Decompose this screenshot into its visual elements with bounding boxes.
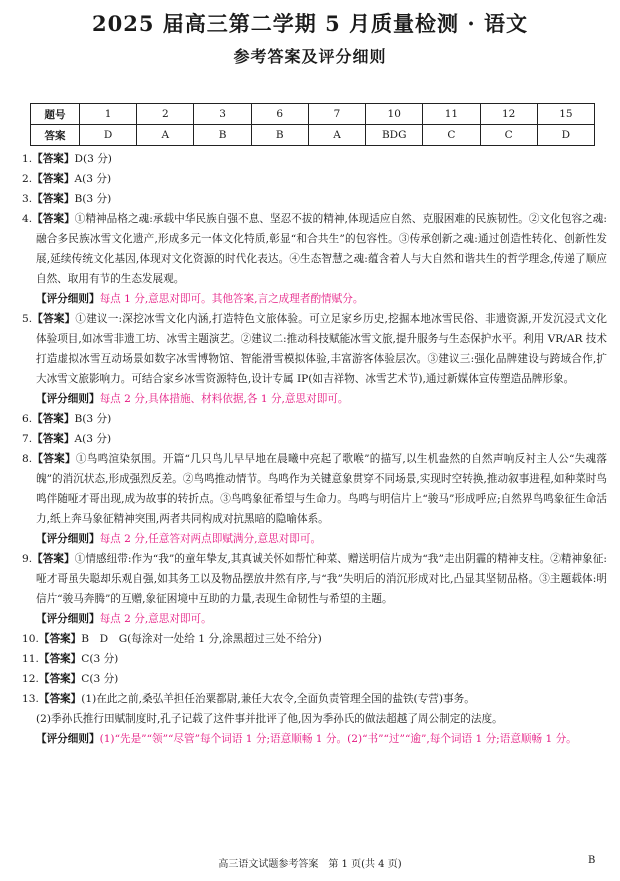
answer-cell: C (423, 125, 480, 146)
answer-cell: D (80, 125, 137, 146)
rubric-13 (22, 729, 607, 749)
page-title: 2025 届高三第二学期 5 月质量检测 · 语文 (92, 11, 528, 36)
answer-tag: 【答案】 (32, 313, 76, 325)
answer-tag: 【答案】 (32, 153, 75, 165)
item-number: 11. (22, 653, 39, 665)
item-number: 8. (22, 453, 33, 465)
answer-tag: 【答案】 (32, 173, 75, 185)
item-number: 9. (22, 553, 33, 565)
item-number: 2. (22, 173, 33, 185)
rubric-text: 每点 2 分,意思对即可。 (99, 613, 212, 625)
answer-text: ①建议一:深挖冰雪文化内涵,打造特色文旅体验。可立足家乡历史,挖掘本地冰雪民俗、非遗资源,开发沉浸式文化体验项目,如冰雪非遗工坊、冰雪主题演艺。②建议二:推动科技赋能冰雪文旅,提升服务与生态保护水平。利用 VR/AR 技术打造虚拟冰雪互动场景如数字冰雪博物馆、智能滑雪模拟体验,丰富游客体验层次。③建议三:强化品牌建设与跨域合作,扩大冰雪文旅影响力。可结合家乡冰雪资源特色,设计专属 IP(如吉祥物、冰雪艺术节),通过新媒体宣传塑造品牌形象。 (36, 313, 608, 385)
answer-item-10 (22, 629, 607, 649)
answer-item-4 (22, 209, 607, 289)
answer-text: A(3 分) (74, 433, 112, 445)
answer-item-2 (22, 169, 607, 189)
question-number: 11 (423, 104, 480, 125)
answer-item-12 (22, 669, 607, 689)
answer-cell: B (251, 125, 308, 146)
question-number: 15 (537, 104, 594, 125)
answer-cell: A (308, 125, 365, 146)
answer-text: D(3 分) (74, 153, 112, 165)
answer-item-3 (22, 189, 607, 209)
row-label: 题号 (31, 104, 80, 125)
item-number: 10. (22, 633, 39, 645)
question-number: 7 (308, 104, 365, 125)
rubric-tag: 【评分细则】 (36, 293, 100, 305)
row-label: 答案 (31, 125, 80, 146)
answer-text: B(3 分) (74, 413, 112, 425)
question-number: 1 (80, 104, 137, 125)
rubric-8 (22, 529, 607, 549)
answer-tag: 【答案】 (32, 413, 75, 425)
answer-tag: 【答案】 (38, 693, 82, 705)
table-row-answers (31, 125, 595, 146)
answer-cell: D (537, 125, 594, 146)
answer-table (30, 103, 595, 146)
answer-tag: 【答案】 (32, 453, 76, 465)
item-number: 1. (22, 153, 33, 165)
table-row-question-numbers (31, 104, 595, 125)
answer-item-1 (22, 149, 607, 169)
rubric-9 (22, 609, 607, 629)
answer-text: C(3 分) (81, 673, 119, 685)
answer-text: ①情感纽带:作为“我”的童年挚友,其真诚关怀如帮忙种菜、赠送明信片成为“我”走出阴霾的精神支柱。②精神象征:哑才哥虽失聪却乐观自强,如其务工以及物品摆放井然有序,与“我”失明后的消沉形成对比,凸显其坚韧品格。③主题载体:明信片“骏马奔腾”的互赠,象征困境中互助的力量,表现生命韧性与希望的主题。 (36, 553, 608, 605)
answer-text: ①精神品格之魂:承载中华民族自强不息、坚忍不拔的精神,体现适应自然、克服困难的民族韧性。②文化包容之魂:融合多民族冰雪文化遗产,形成多元一体文化特质,彰显“和合共生”的包容性。③传承创新之魂:通过创造性转化、创新性发展,延续传统文化基因,体现对文化资源的时代化表达。④生态智慧之魂:蕴含着人与大自然和谐共生的哲学理念,传递了顺应自然、取用有节的生态发展观。 (36, 213, 607, 285)
answer-item-13-part2 (22, 709, 607, 729)
rubric-tag: 【评分细则】 (36, 613, 100, 625)
rubric-tag: 【评分细则】 (36, 393, 100, 405)
page-subtitle: 参考答案及评分细则 (233, 47, 387, 66)
rubric-text: 每点 1 分,意思对即可。其他答案,言之成理者酌情赋分。 (99, 293, 364, 305)
rubric-5 (22, 389, 607, 409)
answer-tag: 【答案】 (32, 193, 75, 205)
answer-tag: 【答案】 (32, 213, 75, 225)
answer-item-11 (22, 649, 607, 669)
answer-cell: A (137, 125, 194, 146)
answer-text: ①鸟鸣渲染氛围。开篇“几只鸟儿早早地在晨曦中亮起了歌喉”的描写,以生机盎然的自然声响反衬主人公“失魂落魄”的消沉状态,形成强烈反差。②鸟鸣推动情节。鸟鸣作为关键意象贯穿不同场景,实现时空转换,推动叙事进程,如种菜时鸟鸣伴随哑才哥出现,成为故事的转折点。③鸟鸣象征希望与生命力。鸟鸣与明信片上“骏马”形成呼应;自然界鸟鸣象征生命活力,纸上奔马象征精神突围,两者共同构成对抗黑暗的隐喻体系。 (36, 453, 607, 525)
question-number: 2 (137, 104, 194, 125)
answer-text: A(3 分) (74, 173, 112, 185)
question-number: 10 (366, 104, 423, 125)
answer-item-6 (22, 409, 607, 429)
answer-cell: B (194, 125, 251, 146)
answer-item-13 (22, 689, 607, 709)
answer-text: (2)季孙氏推行田赋制度时,孔子记载了这件事并批评了他,因为季孙氏的做法超越了周公制定的法度。 (36, 713, 503, 725)
answer-text: B D G(每涂对一处给 1 分,涂黑超过三处不给分) (81, 633, 322, 645)
rubric-text: (1)“先是”“领”“尽管”每个词语 1 分;语意顺畅 1 分。(2)“书”“过”“逾”,每个词语 1 分;语意顺畅 1 分。 (99, 733, 577, 745)
answer-tag: 【答案】 (38, 673, 82, 685)
answer-item-9 (22, 549, 607, 609)
question-number: 12 (480, 104, 537, 125)
question-number: 3 (194, 104, 251, 125)
answer-tag: 【答案】 (38, 653, 82, 665)
item-number: 5. (22, 313, 33, 325)
answer-tag: 【答案】 (38, 633, 82, 645)
rubric-tag: 【评分细则】 (36, 533, 100, 545)
answer-text: C(3 分) (81, 653, 119, 665)
answer-content (22, 149, 607, 749)
answer-tag: 【答案】 (32, 433, 75, 445)
answer-item-7 (22, 429, 607, 449)
answer-text: B(3 分) (74, 193, 112, 205)
item-number: 12. (22, 673, 39, 685)
answer-item-5 (22, 309, 607, 389)
answer-cell: C (480, 125, 537, 146)
answer-text: (1)在此之前,桑弘羊担任治粟都尉,兼任大农令,全面负责管理全国的盐铁(专营)事务。 (81, 693, 475, 705)
item-number: 3. (22, 193, 33, 205)
page-footer: 高三语文试题参考答案 第 1 页(共 4 页) (218, 859, 402, 870)
item-number: 7. (22, 433, 33, 445)
rubric-4 (22, 289, 607, 309)
item-number: 6. (22, 413, 33, 425)
item-number: 13. (22, 693, 39, 705)
answer-tag: 【答案】 (32, 553, 75, 565)
rubric-text: 每点 2 分,任意答对两点即赋满分,意思对即可。 (99, 533, 322, 545)
answer-item-8 (22, 449, 607, 529)
question-number: 6 (251, 104, 308, 125)
paper-version-code: B (588, 855, 596, 866)
item-number: 4. (22, 213, 33, 225)
rubric-text: 每点 2 分,具体措施、材料依据,各 1 分,意思对即可。 (99, 393, 349, 405)
answer-cell: BDG (366, 125, 423, 146)
rubric-tag: 【评分细则】 (36, 733, 100, 745)
